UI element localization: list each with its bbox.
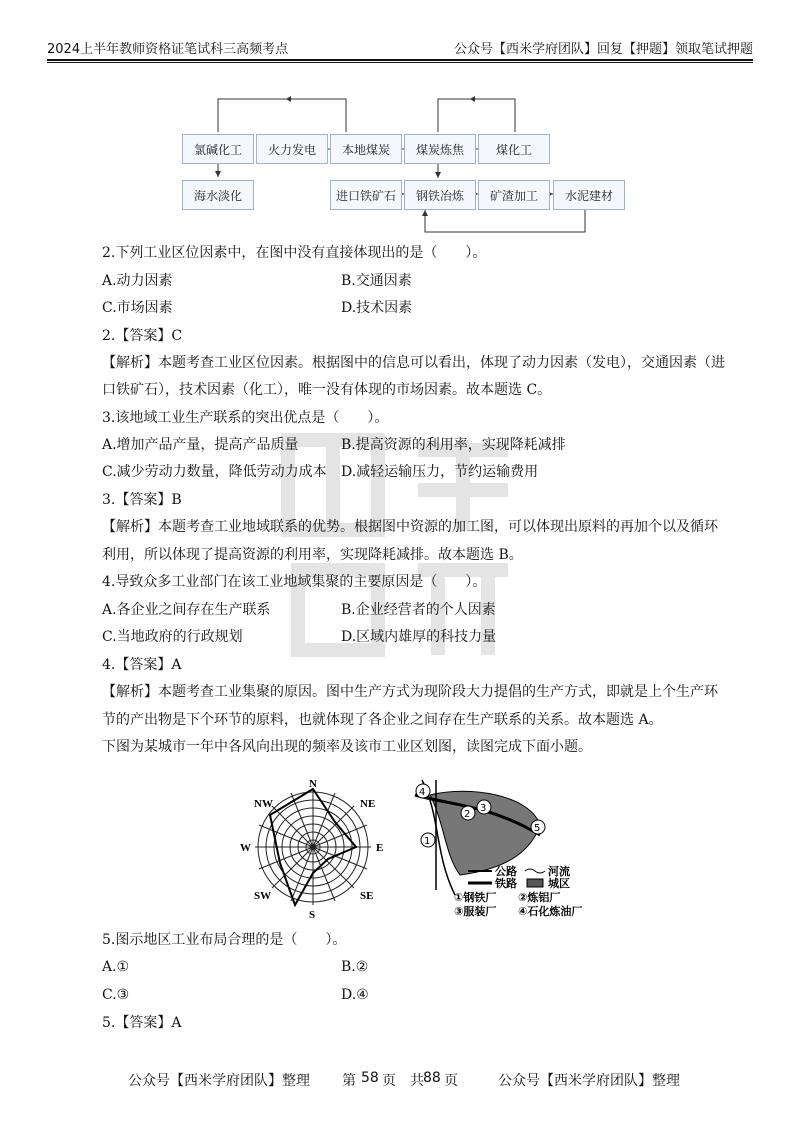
flow-box-cement: 水泥建材 (553, 180, 625, 210)
flow-box-coal-chemical: 煤化工 (478, 134, 550, 164)
page-header (47, 38, 753, 58)
flow-box-coking: 煤炭炼焦 (404, 134, 476, 164)
flow-box-desalination: 海水淡化 (182, 180, 254, 210)
figure-intro: 下图为某城市一年中各风向出现的频率及该市工业区划图，读图完成下面小题。 (102, 739, 592, 755)
q2-analysis-2: 口铁矿石），技术因素（化工），唯一没有体现的市场因素。故本题选 C。 (102, 382, 552, 398)
wind-nw-label: NW (254, 798, 273, 810)
q3-option-b: B.提高资源的利用率，实现降耗减排 (341, 437, 566, 453)
legend-rail: 铁路 (495, 877, 517, 890)
wind-se-label: SE (360, 890, 374, 902)
header-right-text: 公众号【西米学府团队】回复【押题】领取笔试押题 (453, 42, 753, 57)
wind-ne-label: NE (360, 798, 376, 810)
q5-stem: 5.图示地区工业布局合理的是（ ）。 (102, 932, 347, 948)
header-rule (47, 59, 753, 61)
legend-factory-4: ④石化炼油厂 (518, 905, 583, 918)
q4-analysis-2: 节的产出物是下个环节的原料，也就体现了各企业之间存在生产联系的关系。故本题选 A。 (102, 712, 663, 728)
q3-option-a: A.增加产品产量，提高产品质量 (102, 437, 299, 453)
svg-text:1: 1 (424, 836, 431, 847)
wind-s-label: S (309, 909, 316, 921)
q3-answer: 3.【答案】B (102, 492, 182, 508)
flowchart-arrows (170, 92, 630, 242)
footer-page-prefix: 第 (342, 1073, 356, 1089)
q2-option-b: B.交通因素 (341, 273, 412, 289)
legend-city: 城区 (548, 877, 570, 890)
wind-n-label: N (309, 778, 317, 790)
q4-answer: 4.【答案】A (102, 657, 182, 673)
wind-sw-label: SW (254, 890, 272, 902)
footer-page-suffix: 页 (444, 1073, 458, 1089)
wind-rose (240, 775, 600, 925)
legend-river: 河流 (548, 865, 570, 878)
q2-option-c: C.市场因素 (102, 300, 173, 316)
q4-option-a: A.各企业之间存在生产联系 (102, 602, 271, 618)
wind-and-map-figure (240, 775, 600, 925)
q4-option-d: D.区域内雄厚的科技力量 (341, 629, 497, 645)
q4-analysis-1: 【解析】本题考查工业集聚的原因。图中生产方式为现阶段大力提倡的生产方式，即就是上个生产环 (102, 684, 718, 700)
q4-stem: 4.导致众多工业部门在该工业地域集聚的主要原因是（ ）。 (102, 574, 487, 590)
flow-box-local-coal: 本地煤炭 (330, 134, 402, 164)
footer-page-mid: 页 共 (382, 1073, 424, 1089)
footer-total-pages: 88 (423, 1070, 441, 1086)
q3-stem: 3.该地域工业生产联系的突出优点是（ ）。 (102, 410, 389, 426)
q2-option-a: A.动力因素 (102, 273, 173, 289)
q3-option-c: C.减少劳动力数量，降低劳动力成本 (102, 464, 327, 480)
legend-road: 公路 (495, 865, 517, 878)
footer-left-text: 公众号【西米学府团队】整理 (128, 1073, 310, 1089)
wind-w-label: W (240, 842, 251, 854)
q5-option-b: B.② (341, 959, 369, 975)
q4-option-c: C.当地政府的行政规划 (102, 629, 243, 645)
legend-factory-2: ②炼铝厂 (518, 891, 561, 904)
flow-box-thermal-power: 火力发电 (256, 134, 328, 164)
flow-box-slag: 矿渣加工 (478, 180, 550, 210)
q3-analysis-1: 【解析】本题考查工业地域联系的优势。根据图中资源的加工图，可以体现出原料的再加个以及循环 (102, 519, 718, 535)
q5-answer: 5.【答案】A (102, 1015, 182, 1031)
svg-text:3: 3 (480, 803, 487, 814)
svg-text:2: 2 (464, 809, 471, 820)
industrial-map (415, 780, 545, 895)
wind-e-label: E (376, 842, 384, 854)
q2-stem: 2.下列工业区位因素中，在图中没有直接体现出的是（ ）。 (102, 245, 487, 261)
svg-text:5: 5 (534, 823, 541, 834)
q5-option-c: C.③ (102, 987, 130, 1003)
q5-option-a: A.① (102, 959, 130, 975)
industry-flowchart (170, 92, 630, 242)
q3-analysis-2: 利用，所以体现了提高资源的利用率，实现降耗减排。故本题选 B。 (102, 547, 523, 563)
footer-page-number: 58 (361, 1070, 379, 1086)
q2-answer: 2.【答案】C (102, 328, 183, 344)
footer-right-text: 公众号【西米学府团队】整理 (498, 1073, 680, 1089)
flow-box-imported-ore: 进口铁矿石 (330, 180, 402, 210)
legend-factory-1: ①钢铁厂 (454, 891, 497, 904)
q2-analysis-1: 【解析】本题考查工业区位因素。根据图中的信息可以看出，体现了动力因素（发电），交通因素（进 (102, 355, 725, 371)
legend-factory-3: ③服装厂 (454, 905, 497, 918)
svg-text:4: 4 (419, 787, 426, 798)
q2-option-d: D.技术因素 (341, 300, 413, 316)
header-rule-thin (47, 62, 753, 63)
flow-box-chlor-alkali: 氯碱化工 (182, 134, 254, 164)
flow-box-steel: 钢铁冶炼 (404, 180, 476, 210)
header-left-text: 2024上半年教师资格证笔试科三高频考点 (47, 42, 289, 57)
q4-option-b: B.企业经营者的个人因素 (341, 602, 496, 618)
q5-option-d: D.④ (341, 987, 369, 1003)
q3-option-d: D.减轻运输压力，节约运输费用 (341, 464, 539, 480)
